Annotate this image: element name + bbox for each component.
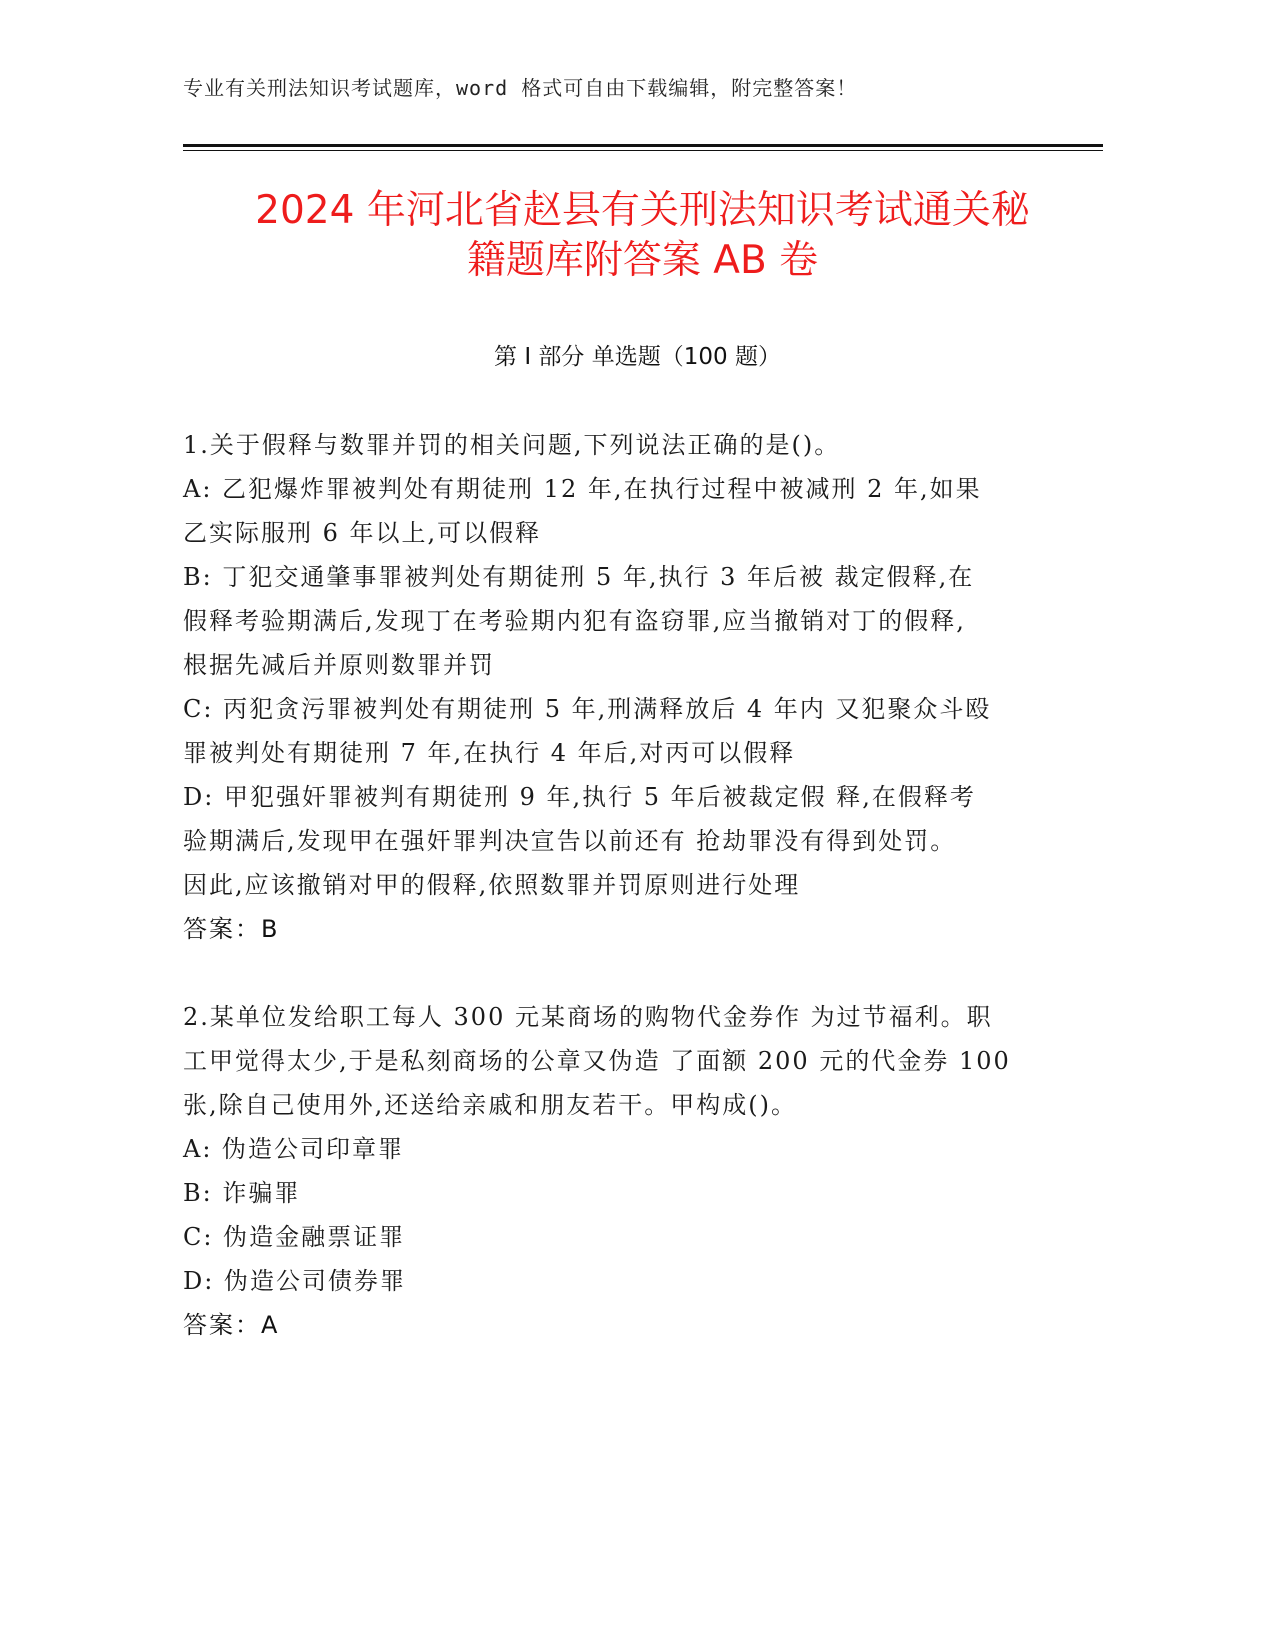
option-c [183, 687, 1063, 775]
question-stem: 张,除自己使用外,还送给亲戚和朋友若干。甲构成()。 [183, 1091, 797, 1119]
title-line-2: 籍题库附答案 AB 卷 [466, 238, 819, 283]
option-a: A: 伪造公司印章罪 [183, 1135, 405, 1163]
option-line: 验期满后,发现甲在强奸罪判决宣告以前还有 抢劫罪没有得到处罚。 [183, 827, 957, 855]
section-heading: 第 I 部分 单选题（100 题） [494, 344, 781, 370]
header-divider-thin [183, 150, 1103, 151]
option-d: D: 伪造公司债券罪 [183, 1267, 406, 1295]
question-stem: 2.某单位发给职工每人 300 元某商场的购物代金券作 为过节福利。职 [183, 1003, 993, 1031]
answer-label: 答案：B [183, 915, 280, 943]
question-list [183, 423, 1063, 1391]
header-note: 专业有关刑法知识考试题库，word 格式可自由下载编辑，附完整答案！ [183, 76, 858, 100]
answer-label: 答案：A [183, 1311, 280, 1339]
option-d [183, 775, 1063, 907]
document-title [150, 186, 1135, 286]
question-1 [183, 423, 1063, 951]
option-line: 罪被判处有期徒刑 7 年,在执行 4 年后,对丙可以假释 [183, 739, 796, 767]
option-line: 假释考验期满后,发现丁在考验期内犯有盗窃罪,应当撤销对丁的假释, [183, 607, 966, 635]
header-divider-thick [183, 144, 1103, 147]
option-line: D: 甲犯强奸罪被判有期徒刑 9 年,执行 5 年后被裁定假 释,在假释考 [183, 783, 976, 811]
question-2 [183, 995, 1063, 1347]
option-b: B: 诈骗罪 [183, 1179, 301, 1207]
option-a [183, 467, 1063, 555]
question-stem: 1.关于假释与数罪并罚的相关问题,下列说法正确的是()。 [183, 431, 841, 459]
option-line: 根据先减后并原则数罪并罚 [183, 651, 495, 679]
question-stem: 工甲觉得太少,于是私刻商场的公章又伪造 了面额 200 元的代金券 100 [183, 1047, 1011, 1075]
option-line: B: 丁犯交通肇事罪被判处有期徒刑 5 年,执行 3 年后被 裁定假释,在 [183, 563, 975, 591]
option-b [183, 555, 1063, 687]
option-c: C: 伪造金融票证罪 [183, 1223, 406, 1251]
option-line: 乙实际服刑 6 年以上,可以假释 [183, 519, 542, 547]
title-line-1: 2024 年河北省赵县有关刑法知识考试通关秘 [255, 188, 1030, 233]
option-line: 因此,应该撤销对甲的假释,依照数罪并罚原则进行处理 [183, 871, 801, 899]
option-line: A: 乙犯爆炸罪被判处有期徒刑 12 年,在执行过程中被减刑 2 年,如果 [183, 475, 982, 503]
option-line: C: 丙犯贪污罪被判处有期徒刑 5 年,刑满释放后 4 年内 又犯聚众斗殴 [183, 695, 992, 723]
